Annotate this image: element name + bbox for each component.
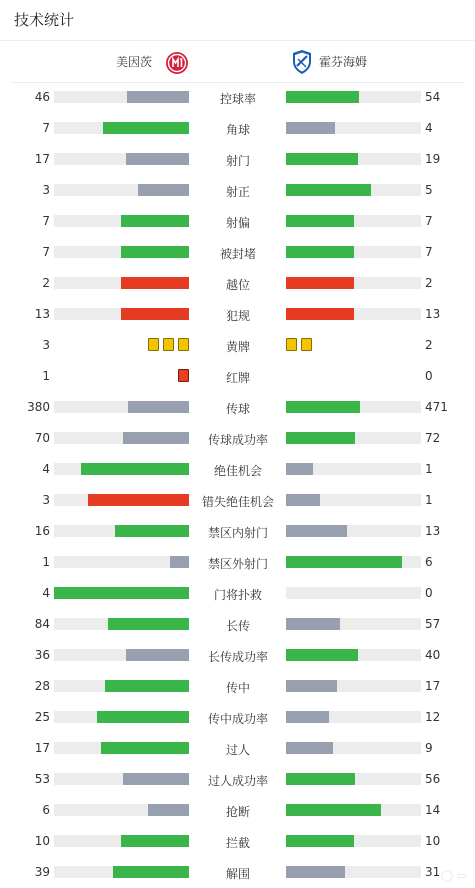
red-card-icon [178,369,189,382]
home-bar-track [54,401,189,413]
away-stat-value: 13 [425,524,441,538]
away-bar-track [286,680,421,692]
home-bar-track [54,773,189,785]
home-bar-track [54,153,189,165]
stat-label: 角球 [225,123,250,137]
home-bar-fill [105,680,189,692]
home-stat-value: 70 [34,431,50,445]
away-bar-track [286,277,421,289]
away-bar-fill [286,742,333,754]
stat-row [0,484,475,515]
away-bar-fill [286,618,340,630]
stat-row [0,577,475,608]
home-stat-value: 84 [34,617,50,631]
home-bar-track [54,122,189,134]
stat-label: 拦截 [225,836,250,850]
home-team-name: 美因茨 [115,55,152,69]
home-bar-fill [113,866,189,878]
away-stat-value: 471 [425,400,448,414]
away-bar-track [286,587,421,599]
stat-row [0,174,475,205]
stat-row [0,856,475,887]
away-bar-fill [286,432,355,444]
away-bar-track [286,215,421,227]
stat-row [0,546,475,577]
away-bar-fill [286,804,381,816]
home-stat-value: 2 [42,276,50,290]
away-bar-fill [286,866,345,878]
stat-row [0,267,475,298]
away-stat-value: 10 [425,834,441,848]
home-cards [178,369,189,382]
away-bar-fill [286,835,354,847]
page-title: 技术统计 [14,11,75,29]
home-stat-value: 7 [42,214,50,228]
stat-label: 长传成功率 [207,650,268,664]
away-stat-value: 1 [425,493,433,507]
home-stat-value: 53 [34,772,50,786]
away-bar-track [286,122,421,134]
away-bar-fill [286,773,355,785]
away-stat-value: 54 [425,90,441,104]
home-stat-value: 1 [42,555,50,569]
away-team-name: 霍芬海姆 [319,55,368,69]
stat-label: 抢断 [225,805,250,819]
home-bar-track [54,277,189,289]
away-stat-value: 13 [425,307,441,321]
home-bar-track [54,246,189,258]
away-bar-track [286,153,421,165]
hoffenheim-crest-icon [291,49,313,79]
away-stat-value: 7 [425,245,433,259]
stat-row [0,329,475,360]
away-bar-track [286,773,421,785]
stat-row [0,515,475,546]
home-stat-value: 17 [34,741,50,755]
stat-label: 射门 [225,154,250,168]
away-bar-track [286,556,421,568]
away-stat-value: 12 [425,710,441,724]
away-bar-track [286,649,421,661]
away-bar-fill [286,680,337,692]
home-stat-value: 16 [34,524,50,538]
stat-label: 射偏 [225,216,250,230]
away-stat-value: 72 [425,431,441,445]
away-bar-track [286,401,421,413]
stat-label: 射正 [225,185,250,199]
home-bar-track [54,804,189,816]
stat-label: 传中成功率 [207,712,268,726]
home-bar-track [54,711,189,723]
home-stat-value: 39 [34,865,50,879]
home-bar-fill [115,525,189,537]
stat-row [0,639,475,670]
home-cards [148,338,189,351]
home-stat-value: 7 [42,121,50,135]
home-bar-track [54,866,189,878]
home-bar-fill [101,742,189,754]
home-stat-value: 6 [42,803,50,817]
home-stat-value: 4 [42,462,50,476]
stat-row [0,236,475,267]
stat-label: 传球 [225,402,250,416]
away-stat-value: 56 [425,772,441,786]
stat-row [0,794,475,825]
home-bar-track [54,742,189,754]
away-bar-fill [286,401,360,413]
away-bar-fill [286,649,358,661]
home-bar-track [54,91,189,103]
away-bar-fill [286,215,354,227]
mainz-crest-icon [165,51,189,79]
home-bar-fill [103,122,189,134]
away-stat-value: 9 [425,741,433,755]
stat-label: 绝佳机会 [213,464,262,478]
away-stat-value: 0 [425,586,433,600]
home-stat-value: 10 [34,834,50,848]
away-stat-value: 57 [425,617,441,631]
home-bar-fill [148,804,189,816]
away-stat-value: 6 [425,555,433,569]
stat-label: 门将扑救 [213,588,262,602]
yellow-card-icon [148,338,159,351]
away-stat-value: 4 [425,121,433,135]
away-bar-fill [286,246,354,258]
teams-bar [10,41,465,83]
stat-label: 控球率 [219,92,256,106]
home-stat-value: 4 [42,586,50,600]
home-bar-track [54,308,189,320]
stat-label: 错失绝佳机会 [201,495,274,509]
home-bar-fill [121,835,189,847]
home-bar-fill [54,587,189,599]
home-bar-fill [88,494,189,506]
home-bar-fill [121,308,189,320]
away-bar-track [286,184,421,196]
away-bar-track [286,246,421,258]
away-stat-value: 40 [425,648,441,662]
away-bar-fill [286,463,313,475]
watermark: ◯ ▭ [440,869,467,882]
away-bar-track [286,525,421,537]
stat-label: 传中 [225,681,250,695]
stat-label: 传球成功率 [207,433,268,447]
away-stat-value: 2 [425,338,433,352]
away-bar-track [286,494,421,506]
stat-label: 过人成功率 [207,774,268,788]
away-bar-track [286,618,421,630]
home-stat-value: 3 [42,493,50,507]
away-stat-value: 19 [425,152,441,166]
stat-row [0,81,475,112]
stat-label: 过人 [225,743,250,757]
home-stat-value: 3 [42,183,50,197]
away-stat-value: 7 [425,214,433,228]
away-bar-track [286,432,421,444]
stat-row [0,701,475,732]
away-bar-track [286,463,421,475]
home-bar-track [54,215,189,227]
away-bar-fill [286,122,335,134]
away-bar-fill [286,556,402,568]
away-bar-fill [286,308,354,320]
home-stat-value: 46 [34,90,50,104]
away-bar-track [286,835,421,847]
away-stat-value: 5 [425,183,433,197]
stat-row [0,608,475,639]
home-bar-fill [81,463,189,475]
away-bar-track [286,91,421,103]
yellow-card-icon [286,338,297,351]
away-bar-fill [286,277,354,289]
home-bar-fill [127,91,189,103]
home-bar-track [54,587,189,599]
home-bar-fill [121,215,189,227]
home-bar-track [54,618,189,630]
stat-row [0,391,475,422]
home-bar-fill [138,184,189,196]
away-stat-value: 17 [425,679,441,693]
yellow-card-icon [178,338,189,351]
away-stat-value: 31 [425,865,441,879]
home-bar-fill [126,153,189,165]
away-bar-track [286,804,421,816]
home-stat-value: 7 [42,245,50,259]
home-bar-track [54,680,189,692]
away-bar-track [286,308,421,320]
home-stat-value: 28 [34,679,50,693]
home-stat-value: 36 [34,648,50,662]
home-bar-fill [126,649,189,661]
stat-label: 犯规 [225,309,250,323]
away-bar-fill [286,91,359,103]
away-bar-track [286,711,421,723]
yellow-card-icon [163,338,174,351]
stat-row [0,360,475,391]
yellow-card-icon [301,338,312,351]
away-bar-track [286,742,421,754]
stat-row [0,112,475,143]
away-stat-value: 2 [425,276,433,290]
away-bar-fill [286,153,358,165]
away-stat-value: 0 [425,369,433,383]
stat-label: 解围 [225,867,250,881]
home-stat-value: 13 [34,307,50,321]
away-cards [286,338,312,351]
stat-row [0,422,475,453]
home-bar-track [54,184,189,196]
away-bar-fill [286,711,329,723]
home-bar-fill [123,432,189,444]
home-stat-value: 17 [34,152,50,166]
home-bar-fill [108,618,189,630]
stat-label: 禁区外射门 [207,557,268,571]
home-bar-track [54,649,189,661]
home-stat-value: 3 [42,338,50,352]
away-bar-fill [286,184,371,196]
home-bar-fill [128,401,189,413]
stat-row [0,205,475,236]
stat-row [0,453,475,484]
home-bar-track [54,556,189,568]
stat-row [0,670,475,701]
home-bar-track [54,835,189,847]
stat-row [0,825,475,856]
home-bar-track [54,494,189,506]
home-bar-track [54,432,189,444]
stat-row [0,298,475,329]
away-stat-value: 14 [425,803,441,817]
stat-row [0,763,475,794]
home-bar-fill [121,277,189,289]
home-stat-value: 1 [42,369,50,383]
home-stat-value: 380 [27,400,50,414]
away-stat-value: 1 [425,462,433,476]
away-bar-fill [286,494,320,506]
stat-label: 被封堵 [219,247,256,261]
stat-label: 黄牌 [225,340,250,354]
home-bar-fill [121,246,189,258]
home-stat-value: 25 [34,710,50,724]
home-bar-fill [170,556,189,568]
stat-label: 越位 [225,278,250,292]
stat-label: 长传 [225,619,250,633]
home-bar-fill [97,711,189,723]
home-bar-track [54,525,189,537]
stat-row [0,732,475,763]
home-bar-track [54,463,189,475]
away-bar-fill [286,525,347,537]
away-bar-track [286,866,421,878]
stat-label: 禁区内射门 [207,526,268,540]
home-bar-fill [123,773,189,785]
stat-label: 红牌 [225,371,250,385]
stat-row [0,143,475,174]
stats-header [0,0,475,41]
